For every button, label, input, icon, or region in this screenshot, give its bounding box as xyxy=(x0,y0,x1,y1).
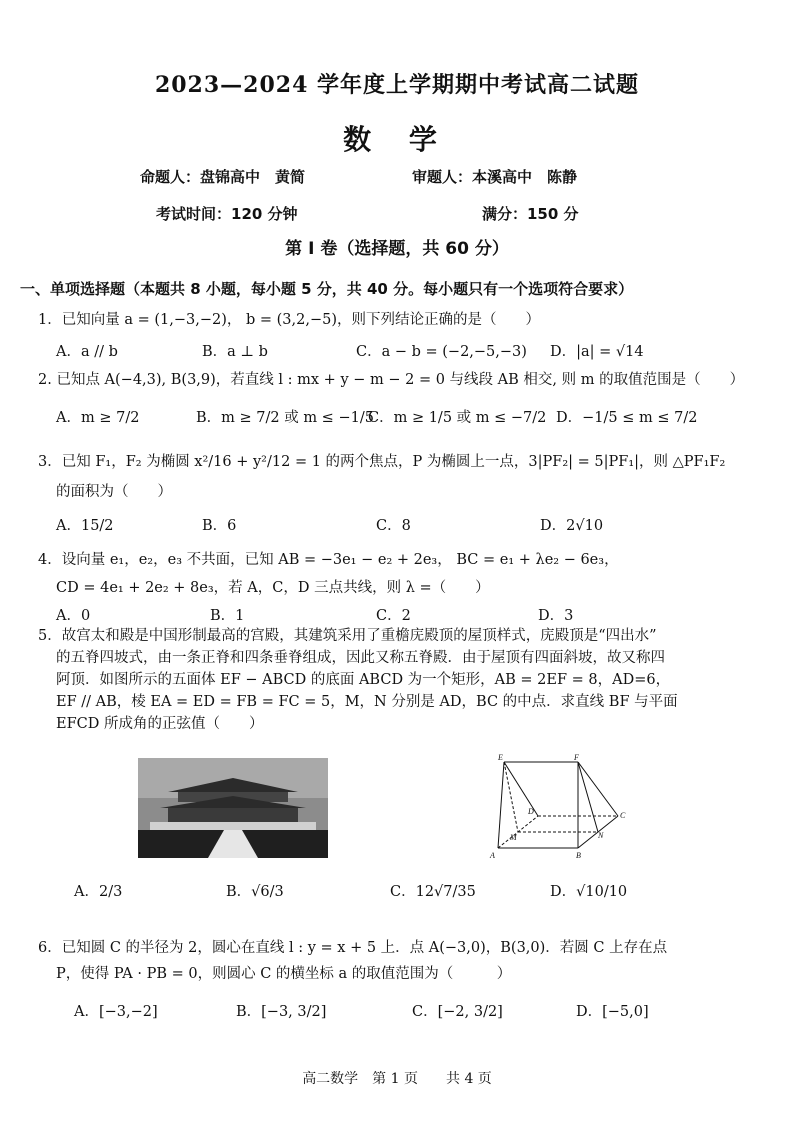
question-4-stem: 4．设向量 e₁，e₂，e₃ 不共面，已知 AB = −3e₁ − e₂ + 2e₃， BC = e₁ + λe₂ − 6e₃， xyxy=(38,552,619,568)
label-a: A xyxy=(490,851,495,860)
label-b: B xyxy=(576,851,581,860)
palace-photo xyxy=(138,758,328,858)
question-2-option-d: D．−1/5 ≤ m ≤ 7/2 xyxy=(556,410,698,426)
question-2-option-c: C．m ≥ 1/5 或 m ≤ −7/2 xyxy=(368,410,547,426)
question-5-option-b: B．√6/3 xyxy=(226,884,284,900)
question-5-option-c: C．12√7/35 xyxy=(390,884,476,900)
question-6-option-c: C．[−2, 3/2] xyxy=(412,1004,503,1020)
question-4-option-a: A．0 xyxy=(56,608,91,624)
question-6-stem-cont: P，使得 PA · PB = 0，则圆心 C 的横坐标 a 的取值范围为（ ） xyxy=(56,966,512,982)
exam-time: 考试时间：120 分钟 xyxy=(156,205,298,223)
pentahedron-diagram xyxy=(486,752,626,864)
subject-title: 数 学 xyxy=(343,123,451,156)
question-3-option-c: C．8 xyxy=(376,518,411,534)
question-3-option-a: A．15/2 xyxy=(56,518,114,534)
question-6-option-a: A．[−3,−2] xyxy=(74,1004,158,1020)
question-1-option-b: B．a ⊥ b xyxy=(202,344,268,360)
question-3-option-d: D．2√10 xyxy=(540,518,604,534)
question-4-stem-cont: CD = 4e₁ + 2e₂ + 8e₃，若 A，C，D 三点共线，则 λ =（ ） xyxy=(56,580,490,596)
full-score: 满分：150 分 xyxy=(482,205,579,223)
label-c: C xyxy=(620,811,626,820)
question-2-option-b: B．m ≥ 7/2 或 m ≤ −1/5 xyxy=(196,410,374,426)
question-1-stem: 1．已知向量 a = (1,−3,−2)， b = (3,2,−5)，则下列结论正确的是（ ） xyxy=(38,312,540,328)
part-heading: 第 Ⅰ 卷（选择题，共 60 分） xyxy=(285,239,509,259)
question-5-option-a: A．2/3 xyxy=(74,884,123,900)
question-5-option-d: D．√10/10 xyxy=(550,884,628,900)
question-3-option-b: B．6 xyxy=(202,518,237,534)
question-2-stem: 2. 已知点 A(−4,3), B(3,9)，若直线 l : mx + y − m − 2 = 0 与线段 AB 相交, 则 m 的取值范围是（ ） xyxy=(38,372,745,388)
question-6-stem: 6．已知圆 C 的半径为 2，圆心在直线 l : y = x + 5 上．点 A(−3,0)，B(3,0)．若圆 C 上存在点 xyxy=(38,940,668,956)
question-6-option-d: D．[−5,0] xyxy=(576,1004,649,1020)
question-5-line-5: EFCD 所成角的正弦值（ ） xyxy=(56,716,264,732)
question-3-stem-cont: 的面积为（ ） xyxy=(56,484,172,500)
question-6-option-b: B．[−3, 3/2] xyxy=(236,1004,327,1020)
page-footer: 高二数学 第 1 页 共 4 页 xyxy=(302,1071,492,1087)
question-5-line-1: 5．故宫太和殿是中国形制最高的宫殿，其建筑采用了重檐庑殿顶的屋顶样式，庑殿顶是“四出水” xyxy=(38,628,657,644)
question-5-line-3: 阿顶．如图所示的五面体 EF − ABCD 的底面 ABCD 为一个矩形，AB = 2EF = 8，AD=6， xyxy=(56,672,671,688)
exam-title: 2023—2024 学年度上学期期中考试高二试题 xyxy=(154,72,640,98)
question-3-stem: 3．已知 F₁，F₂ 为椭圆 x²/16 + y²/12 = 1 的两个焦点，P 为椭圆上一点，3|PF₂| = 5|PF₁|，则 △PF₁F₂ xyxy=(38,454,726,470)
label-e: E xyxy=(498,753,503,762)
question-5-line-4: EF // AB，棱 EA = ED = FB = FC = 5，M，N 分别是 AD，BC 的中点．求直线 BF 与平面 xyxy=(56,694,678,710)
question-1-option-c: C．a − b = (−2,−5,−3) xyxy=(356,344,527,360)
question-2-option-a: A．m ≥ 7/2 xyxy=(56,410,140,426)
label-d: D xyxy=(528,807,534,816)
section-heading: 一、单项选择题（本题共 8 小题，每小题 5 分，共 40 分。每小题只有一个选项符合要求） xyxy=(20,280,634,298)
label-n: N xyxy=(598,831,604,840)
question-4-option-b: B．1 xyxy=(210,608,245,624)
label-m: M xyxy=(510,833,517,842)
question-5-line-2: 的五脊四坡式，由一条正脊和四条垂脊组成，因此又称五脊殿．由于屋顶有四面斜坡，故又称四 xyxy=(56,650,665,666)
question-1-option-d: D．|a| = √14 xyxy=(550,344,644,360)
setter-info: 命题人：盘锦高中 黄简 xyxy=(140,168,306,186)
question-4-option-c: C．2 xyxy=(376,608,411,624)
label-f: F xyxy=(574,753,579,762)
reviewer-info: 审题人：本溪高中 陈静 xyxy=(412,168,578,186)
question-4-option-d: D．3 xyxy=(538,608,574,624)
question-1-option-a: A．a // b xyxy=(56,344,118,360)
